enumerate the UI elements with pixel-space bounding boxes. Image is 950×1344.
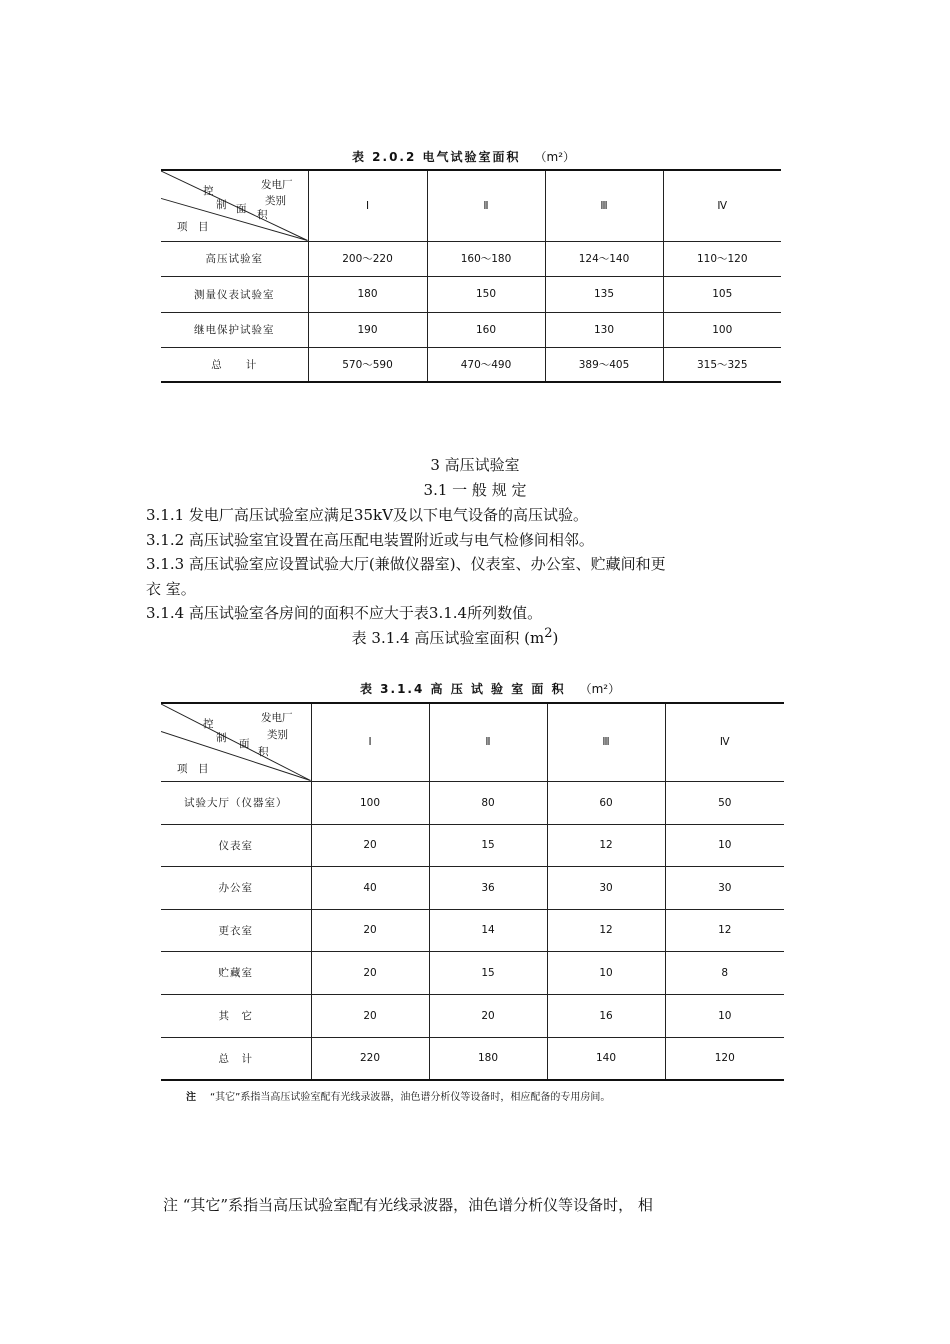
table2-row-label: 更衣室 <box>161 909 311 951</box>
section-subtitle: 3.1 一 般 规 定 <box>423 481 527 499</box>
paragraph-3-1-2: 3.1.2 高压试验室宜设置在高压配电装置附近或与电气检修间相邻。 <box>146 531 594 549</box>
table1-col-header: Ⅱ <box>427 170 545 241</box>
table2-title-end: ) <box>552 629 559 647</box>
table2-cell: 60 <box>547 781 665 824</box>
table2-col-header: Ⅲ <box>547 703 665 781</box>
table-row <box>161 347 781 382</box>
paragraph-3-1-4: 3.1.4 高压试验室各房间的面积不应大于表3.1.4所列数值。 <box>146 604 543 622</box>
table2-note-label: 注 <box>186 1092 196 1103</box>
table-row <box>161 276 781 312</box>
table1-col-header: Ⅳ <box>663 170 781 241</box>
table2-header-top-right: 发电厂 <box>261 712 293 724</box>
table1-cell: 389～405 <box>545 347 663 382</box>
table2-title-line <box>0 626 930 648</box>
table2-header-mid3: 面 <box>239 738 250 750</box>
table2-title-sup: 2 <box>544 626 553 641</box>
table-row <box>161 824 784 866</box>
table1-cell: 315～325 <box>663 347 781 382</box>
table2-cell: 15 <box>429 951 547 994</box>
table1-caption-text: 表 2.0.2 电气试验室面积 <box>352 150 521 164</box>
table2-header-row <box>161 703 784 781</box>
table1-cell: 570～590 <box>308 347 427 382</box>
footer-note: 注 “其它”系指当高压试验室配有光线录波器，油色谱分析仪等设备时， 相 <box>163 1196 653 1214</box>
table1-cell: 160～180 <box>427 241 545 276</box>
table1-diagonal-header <box>161 170 308 241</box>
table-row <box>161 1037 784 1080</box>
table2-caption <box>360 680 620 697</box>
table2-note-text: “其它”系指当高压试验室配有光线录波器，油色谱分析仪等设备时，相应配备的专用房间。 <box>210 1092 611 1103</box>
table2-header-mid1: 控 <box>203 718 214 730</box>
table2-cell: 15 <box>429 824 547 866</box>
table2-row-label: 仪表室 <box>161 824 311 866</box>
table2-cell: 180 <box>429 1037 547 1080</box>
table2-cell: 8 <box>665 951 784 994</box>
table1-cell: 130 <box>545 312 663 347</box>
table2-unit: （m²） <box>579 682 621 696</box>
table2-header-bottom-left: 项 目 <box>177 763 209 775</box>
table2-row-label: 试验大厅（仪器室） <box>161 781 311 824</box>
table1-cell: 135 <box>545 276 663 312</box>
table1-header-bottom-left: 项 目 <box>177 221 209 233</box>
table1-header-top-right: 发电厂 <box>261 179 293 191</box>
table2-cell: 30 <box>665 866 784 909</box>
table2-cell: 12 <box>547 824 665 866</box>
table2-cell: 40 <box>311 866 429 909</box>
table-row <box>161 909 784 951</box>
table2-cell: 30 <box>547 866 665 909</box>
table2-header-mid2: 制 <box>216 732 227 744</box>
table2-cell: 20 <box>311 994 429 1037</box>
table2-cell: 20 <box>429 994 547 1037</box>
table1-header-mid1: 控 <box>203 185 214 197</box>
paragraph-3-1-1: 3.1.1 发电厂高压试验室应满足35kV及以下电气设备的高压试验。 <box>146 506 588 524</box>
table-row <box>161 951 784 994</box>
table2-col-header: Ⅳ <box>665 703 784 781</box>
table2-cell: 50 <box>665 781 784 824</box>
table2-row-label: 总 计 <box>161 1037 311 1080</box>
table2-cell: 20 <box>311 951 429 994</box>
table1-cell: 160 <box>427 312 545 347</box>
table1-cell: 150 <box>427 276 545 312</box>
table2 <box>161 702 784 1081</box>
table2-title-text: 表 3.1.4 高压试验室面积 (m <box>351 629 545 647</box>
table2-col-header: Ⅱ <box>429 703 547 781</box>
paragraph-3-1-3-cont: 衣 室。 <box>146 580 196 598</box>
table1-cell: 180 <box>308 276 427 312</box>
table2-cell: 140 <box>547 1037 665 1080</box>
table2-row-label: 贮藏室 <box>161 951 311 994</box>
table2-note <box>186 1088 610 1103</box>
table1-row-label: 继电保护试验室 <box>161 312 308 347</box>
table1 <box>161 169 781 383</box>
table2-cell: 10 <box>665 994 784 1037</box>
table2-row-label: 其 它 <box>161 994 311 1037</box>
table1-cell: 470～490 <box>427 347 545 382</box>
table2-col-header: I <box>311 703 429 781</box>
table2-cell: 220 <box>311 1037 429 1080</box>
table2-cell: 80 <box>429 781 547 824</box>
table2-cell: 12 <box>547 909 665 951</box>
table2-header-mid4: 积 <box>258 746 269 758</box>
table2-cell: 14 <box>429 909 547 951</box>
table1-row-label: 测量仪表试验室 <box>161 276 308 312</box>
table1-header-mid4: 积 <box>257 209 268 221</box>
paragraph-3-1-3: 3.1.3 高压试验室应设置试验大厅(兼做仪器室)、仪表室、办公室、贮藏间和更 <box>146 555 666 573</box>
table1-col-header: I <box>308 170 427 241</box>
table1-row-label: 高压试验室 <box>161 241 308 276</box>
table2-row-label: 办公室 <box>161 866 311 909</box>
table2-cell: 36 <box>429 866 547 909</box>
table2-diagonal-header <box>161 703 311 781</box>
table-row <box>161 866 784 909</box>
table2-cell: 12 <box>665 909 784 951</box>
table2-cell: 120 <box>665 1037 784 1080</box>
table2-cell: 100 <box>311 781 429 824</box>
table-row <box>161 781 784 824</box>
table2-cell: 16 <box>547 994 665 1037</box>
table1-header-row <box>161 170 781 241</box>
table1-cell: 105 <box>663 276 781 312</box>
table1-cell: 190 <box>308 312 427 347</box>
table1-caption <box>352 148 575 165</box>
table-row <box>161 994 784 1037</box>
table-row <box>161 241 781 276</box>
table1-cell: 100 <box>663 312 781 347</box>
table2-header-top-right2: 类别 <box>267 729 288 741</box>
table1-col-header: Ⅲ <box>545 170 663 241</box>
section-title: 3 高压试验室 <box>430 456 520 474</box>
table1-cell: 200～220 <box>308 241 427 276</box>
table2-caption-text: 表 3.1.4 高 压 试 验 室 面 积 <box>360 682 566 696</box>
table1-row-label: 总 计 <box>161 347 308 382</box>
table2-cell: 10 <box>665 824 784 866</box>
table1-cell: 110～120 <box>663 241 781 276</box>
table1-cell: 124～140 <box>545 241 663 276</box>
table2-cell: 10 <box>547 951 665 994</box>
table-row <box>161 312 781 347</box>
table1-header-top-right2: 类别 <box>265 195 286 207</box>
table2-cell: 20 <box>311 824 429 866</box>
table1-unit: （m²） <box>534 150 576 164</box>
table1-header-mid2: 制 <box>216 199 227 211</box>
table1-header-mid3: 面 <box>236 203 247 215</box>
table2-cell: 20 <box>311 909 429 951</box>
